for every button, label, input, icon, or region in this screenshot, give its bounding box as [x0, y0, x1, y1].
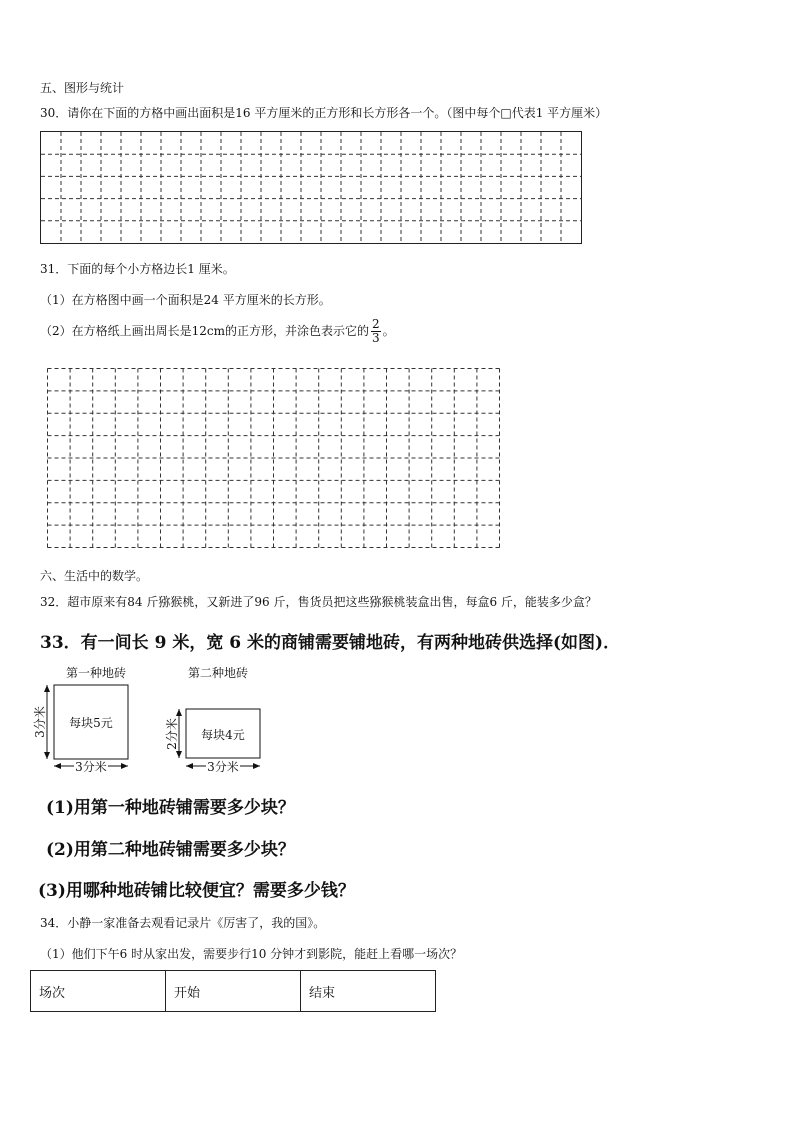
tile-1-bottom-label: 3分米	[75, 760, 107, 774]
schedule-header-row	[31, 971, 436, 1012]
fraction-numerator: 2	[372, 317, 380, 331]
tile-diagram	[30, 660, 280, 778]
tile-1	[32, 665, 128, 774]
tile-1-arrow-down	[44, 752, 50, 759]
tile-2-arrow-left	[186, 763, 193, 769]
tile-2-arrow-up	[176, 709, 182, 716]
schedule-header-end: 结束	[301, 971, 436, 1012]
grid-q31-lines	[47, 368, 500, 548]
question-33-sub-2: (2)用第二种地砖铺需要多少块？	[46, 840, 295, 860]
tile-2-side-label: 2分米	[165, 718, 179, 750]
question-33-sub-3: (3)用哪种地砖铺比较便宜？需要多少钱？	[38, 881, 355, 901]
tile-2-arrow-right	[253, 763, 260, 769]
tile-1-arrow-left	[54, 763, 61, 769]
fraction-denominator: 3	[372, 331, 380, 345]
schedule-table	[30, 970, 436, 1012]
tile-2-price: 每块4元	[201, 728, 245, 742]
question-31-part-2-end: 。	[382, 324, 395, 338]
question-30: 30．请你在下面的方格中画出面积是16 平方厘米的正方形和长方形各一个。（图中每个□代表1 平方厘米）	[40, 106, 608, 120]
tile-1-arrow-right	[121, 763, 128, 769]
fraction-two-thirds	[371, 318, 381, 345]
tile-1-price: 每块5元	[69, 716, 113, 730]
question-33: 33．有一间长 9 米，宽 6 米的商铺需要铺地砖，有两种地砖供选择(如图)．	[40, 633, 621, 653]
question-31: 31．下面的每个小方格边长1 厘米。	[40, 262, 235, 276]
question-32: 32．超市原来有84 斤猕猴桃，又新进了96 斤，售货员把这些猕猴桃装盒出售，每盒6 斤，能装多少盒？	[40, 595, 597, 609]
tile-1-arrow-up	[44, 685, 50, 692]
grid-q31[interactable]	[47, 368, 500, 548]
section-6-title: 六、生活中的数学。	[40, 569, 149, 583]
tile-2-bottom-label: 3分米	[207, 760, 239, 774]
tile-2	[164, 665, 260, 774]
question-34-part-1: （1）他们下午6 时从家出发，需要步行10 分钟才到影院，能赶上看哪一场次？	[40, 947, 463, 961]
question-33-sub-1: (1)用第一种地砖铺需要多少块？	[46, 798, 295, 818]
tile-1-side-label: 3分米	[33, 706, 47, 738]
question-31-part-2-text: （2）在方格纸上画出周长是12cm的正方形，并涂色表示它的	[40, 324, 370, 338]
tile-1-title: 第一种地砖	[65, 666, 127, 680]
grid-q30-lines	[41, 132, 581, 243]
question-31-part-1: （1）在方格图中画一个面积是24 平方厘米的长方形。	[40, 293, 331, 307]
grid-q30[interactable]	[40, 131, 582, 244]
tile-2-title: 第二种地砖	[187, 666, 249, 680]
schedule-header-start: 开始	[166, 971, 301, 1012]
question-34: 34．小静一家准备去观看记录片《厉害了，我的国》。	[40, 916, 326, 930]
tile-2-arrow-down	[176, 751, 182, 758]
question-31-part-2	[40, 318, 395, 345]
section-5-title: 五、图形与统计	[40, 81, 125, 95]
schedule-header-session: 场次	[31, 971, 166, 1012]
